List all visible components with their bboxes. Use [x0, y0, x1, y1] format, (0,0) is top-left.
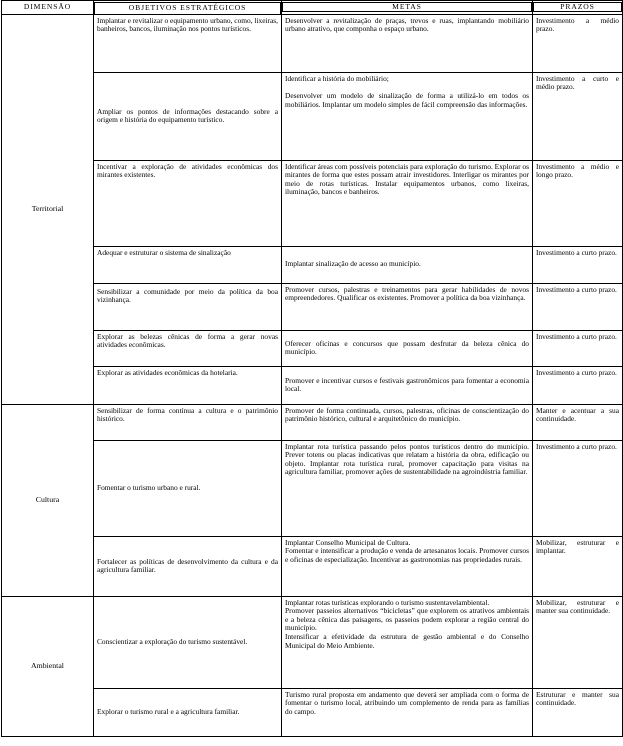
prazo-cell: Investimento a médio e longo prazo. — [533, 160, 623, 246]
meta-text: Implantar rotas turísticas explorando o turismo sustentavelambiental. — [285, 597, 490, 607]
header-objetivos-label: OBJETIVOS ESTRATÉGICOS — [94, 2, 281, 14]
meta-text: Desenvolver um modelo de sinalização de forma a utilizá-lo em todos os mobiliários. Implantar um modelo simples de fácil compreensão das informações. — [285, 91, 529, 109]
objetivo-cell: Adequar e estruturar o sistema de sinalização — [94, 246, 282, 283]
objetivo-cell: Explorar as atividades econômicas da hotelaria. — [94, 366, 282, 404]
objetivo-cell: Conscientizar a exploração do turismo sustentável. — [94, 596, 282, 688]
prazo-cell: Investimento a curto e médio prazo. — [533, 72, 623, 160]
prazo-cell: Investimento a curto prazo. — [533, 366, 623, 404]
meta-cell — [282, 330, 533, 366]
meta-cell — [282, 440, 533, 536]
objetivo-cell: Explorar o turismo rural e a agricultura familiar. — [94, 688, 282, 736]
table-row — [2, 246, 623, 283]
meta-cell — [282, 246, 533, 283]
table-row — [2, 366, 623, 404]
meta-cell — [282, 596, 533, 688]
meta-cell — [282, 14, 533, 72]
prazo-cell: Investimento a curto prazo. — [533, 330, 623, 366]
table-row — [2, 160, 623, 246]
table-row — [2, 72, 623, 160]
table-row — [2, 330, 623, 366]
header-prazos — [533, 1, 623, 15]
meta-cell — [282, 688, 533, 736]
dimension-cultura: Cultura — [2, 404, 94, 596]
meta-text: Identificar a história do mobiliário; — [285, 73, 389, 83]
prazo-cell: Estruturar e manter sua continuidade. — [533, 688, 623, 736]
table-row — [2, 404, 623, 440]
header-prazos-label: PRAZOS — [533, 2, 622, 13]
objetivo-cell: Sensibilizar a comunidade por meio da política da boa vizinhança. — [94, 283, 282, 330]
objetivo-cell: Sensibilizar de forma contínua a cultura e o patrimônio histórico. — [94, 404, 282, 440]
table-row — [2, 14, 623, 72]
table-row — [2, 688, 623, 736]
table-row — [2, 283, 623, 330]
header-objetivos — [94, 1, 282, 15]
meta-text: Desenvolver a revitalização de praças, trevos e ruas, implantando mobiliário urbano atrativo, que componha o espaço urbano. — [285, 15, 529, 34]
table-row — [2, 596, 623, 688]
meta-text: Implantar sinalização de acesso ao município. — [285, 259, 421, 269]
objetivo-cell: Explorar as belezas cênicas de forma a gerar novas atividades econômicas. — [94, 330, 282, 366]
header-metas — [282, 1, 533, 15]
objetivo-cell: Incentivar a exploração de atividades econômicas dos mirantes existentes. — [94, 160, 282, 246]
meta-cell — [282, 366, 533, 404]
meta-text: Fomentar e intensificar a produção e venda de artesanatos locais. Promover cursos e oficinas de especialização. Incentivar as gastronomias nas propriedades rurais. — [285, 546, 529, 564]
dimension-ambiental: Ambiental — [2, 596, 94, 736]
strategic-plan-table — [1, 0, 623, 737]
prazo-cell: Investimento a médio prazo. — [533, 14, 623, 72]
meta-text: Implantar Conselho Municipal de Cultura. — [285, 537, 411, 547]
meta-text: Turismo rural proposta em andamento que deverá ser ampliada com o forma de fomentar o turismo local, atribuindo um complemento de renda para as famílias do campo. — [285, 689, 529, 716]
objetivo-cell: Fortalecer as políticas de desenvolvimento da cultura e da agricultura familiar. — [94, 536, 282, 596]
prazo-cell: Manter e acentuar a sua continuidade. — [533, 404, 623, 440]
meta-text: Intensificar a efetividade da estrutura de gestão ambiental e do Conselho Municipal do Meio Ambiente. — [285, 631, 529, 650]
meta-cell — [282, 283, 533, 330]
table-row — [2, 440, 623, 536]
meta-cell — [282, 536, 533, 596]
meta-text: Identificar áreas com possíveis potenciais para exploração do turismo. Explorar os mirantes de forma que estes possam atrair investidores. Interligar os mirantes por meio de rotas turísticas. Instalar equipamentos urbanos, como lixeiras, iluminação, bancos e banheiros. — [285, 161, 529, 197]
meta-text: Promover passeios alternativos “bicicletas” que explorem os atrativos ambientais e a beleza cênica das paisagens, os passeios podem explorar a região central do município. — [285, 606, 529, 633]
prazo-cell: Investimento a curto prazo. — [533, 246, 623, 283]
objetivo-cell: Fomentar o turismo urbano e rural. — [94, 440, 282, 536]
meta-text: Promover cursos, palestras e treinamentos para gerar habilidades de novos empreendedores. Qualificar os existentes. Promover a política da boa vizinhança. — [285, 284, 529, 303]
meta-cell — [282, 404, 533, 440]
meta-text: Implantar rota turística passando pelos pontos turísticos dentro do município. Prever totens ou placas indicativas que relatam a história da obra, edificação ou objeto. Implantar rota turística rural, promover capacitação para visitas na agricultura familiar, promover ações de sustentabilidade na agroindústria familiar. — [285, 441, 529, 477]
meta-cell — [282, 72, 533, 160]
prazo-cell: Mobilizar, estruturar e implantar. — [533, 536, 623, 596]
prazo-cell: Investimento a curto prazo. — [533, 440, 623, 536]
header-metas-label: METAS — [282, 2, 532, 13]
meta-cell — [282, 160, 533, 246]
objetivo-cell: Implantar e revitalizar o equipamento urbano, como, lixeiras, banheiros, bancos, iluminação nos pontos turísticos. — [94, 14, 282, 72]
table-row — [2, 536, 623, 596]
header-dimensao: DIMENSÃO — [2, 1, 94, 15]
objetivo-cell: Ampliar os pontos de informações destacando sobre a origem e história do equipamento turístico. — [94, 72, 282, 160]
prazo-cell: Mobilizar, estruturar e manter sua continuidade. — [533, 596, 623, 688]
dimension-territorial: Territorial — [2, 14, 94, 404]
prazo-cell: Investimento a curto prazo. — [533, 283, 623, 330]
meta-text: Promover de forma continuada, cursos, palestras, oficinas de conscientização do patrimônio histórico, cultural e arquitetônico do município. — [285, 405, 529, 424]
meta-text: Promover e incentivar cursos e festivais gastronômicos para fomentar a economia local. — [285, 375, 529, 394]
meta-text: Oferecer oficinas e concursos que possam desfrutar da beleza cênica do município. — [285, 338, 529, 357]
